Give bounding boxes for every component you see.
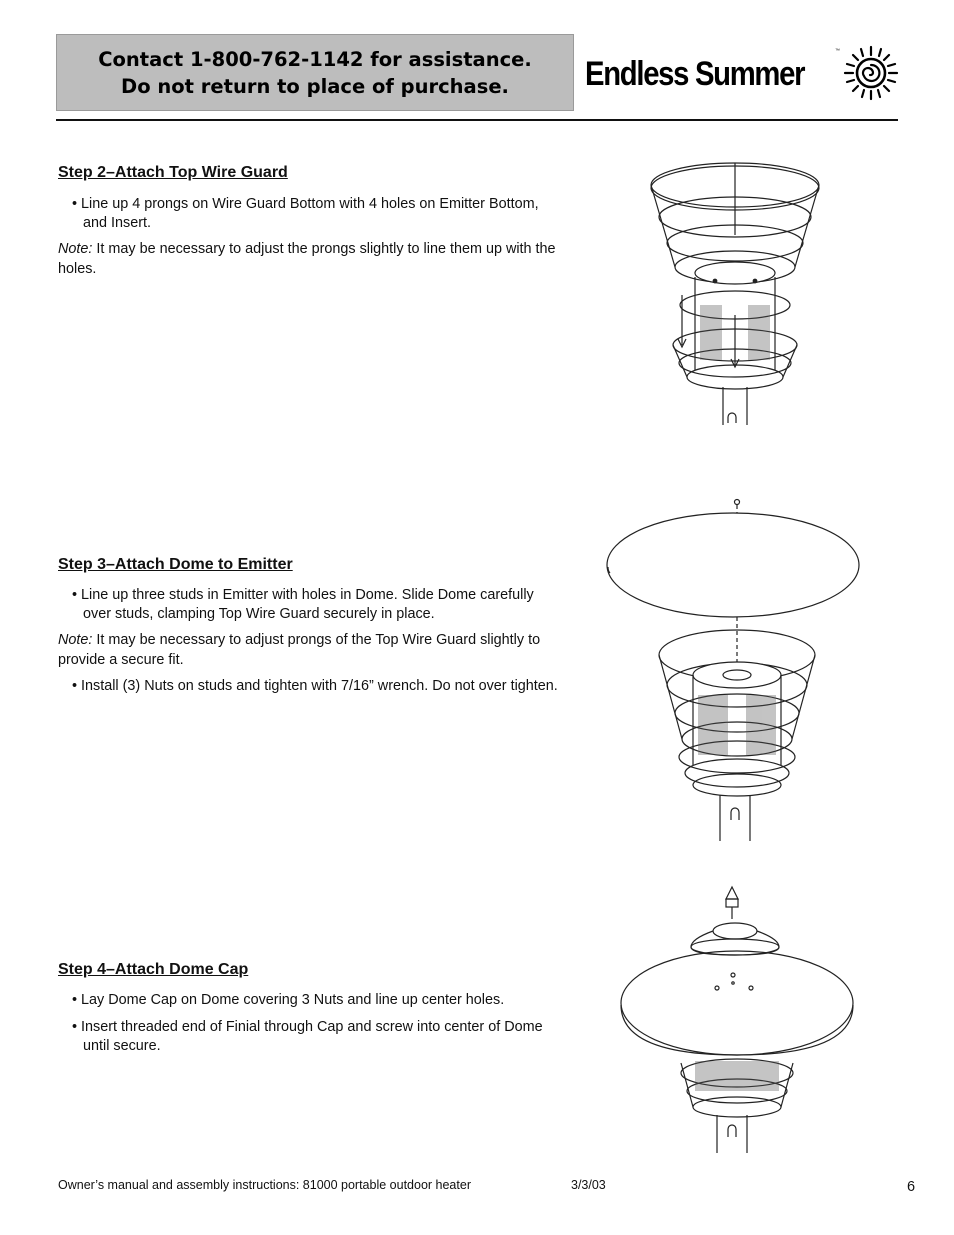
step3-bullet-1: • Line up three studs in Emitter with holes in Dome. Slide Dome carefully over studs, clamping Top Wire Guard securely in place.: [72, 587, 534, 622]
step4-bullet-2: • Insert threaded end of Finial through Cap and screw into center of Dome until secure.: [72, 1019, 543, 1054]
step3-title: Step 3–Attach Dome to Emitter: [58, 556, 293, 573]
step2-bullet-1: • Line up 4 prongs on Wire Guard Bottom with 4 holes on Emitter Bottom, and Insert.: [72, 196, 539, 231]
step2-note-label: Note:: [58, 241, 93, 257]
header-divider: [56, 119, 898, 121]
step2-note: [58, 240, 558, 279]
step4-illustration: [615, 883, 865, 1158]
footer-manual-title: Owner’s manual and assembly instructions: 81000 portable outdoor heater: [58, 1178, 471, 1192]
step2-illustration: [640, 155, 830, 430]
step3-note: [58, 631, 558, 670]
brand-logo: [585, 44, 840, 104]
sun-swirl-icon: [842, 44, 900, 102]
trademark-mark: ™: [835, 48, 840, 54]
contact-line-2: Do not return to place of purchase.: [121, 74, 509, 98]
page-number: 6: [907, 1179, 916, 1195]
step2-title: Step 2–Attach Top Wire Guard: [58, 164, 288, 181]
step4-bullet-1: • Lay Dome Cap on Dome covering 3 Nuts and line up center holes.: [72, 992, 505, 1008]
brand-name: Endless Summer: [585, 54, 805, 93]
contact-banner: [56, 34, 574, 111]
step3-note-label: Note:: [58, 632, 93, 648]
step3-bullet-2: • Install (3) Nuts on studs and tighten with 7/16” wrench. Do not over tighten.: [72, 678, 558, 694]
step2-note-text: It may be necessary to adjust the prongs slightly to line them up with the holes.: [58, 241, 556, 277]
step4-title: Step 4–Attach Dome Cap: [58, 961, 249, 978]
step3-illustration: [600, 495, 870, 845]
footer-date: 3/3/03: [571, 1178, 606, 1192]
step3-note-text: It may be necessary to adjust prongs of the Top Wire Guard slightly to provide a secure fit.: [58, 632, 541, 668]
contact-line-1: Contact 1-800-762-1142 for assistance.: [98, 47, 532, 71]
